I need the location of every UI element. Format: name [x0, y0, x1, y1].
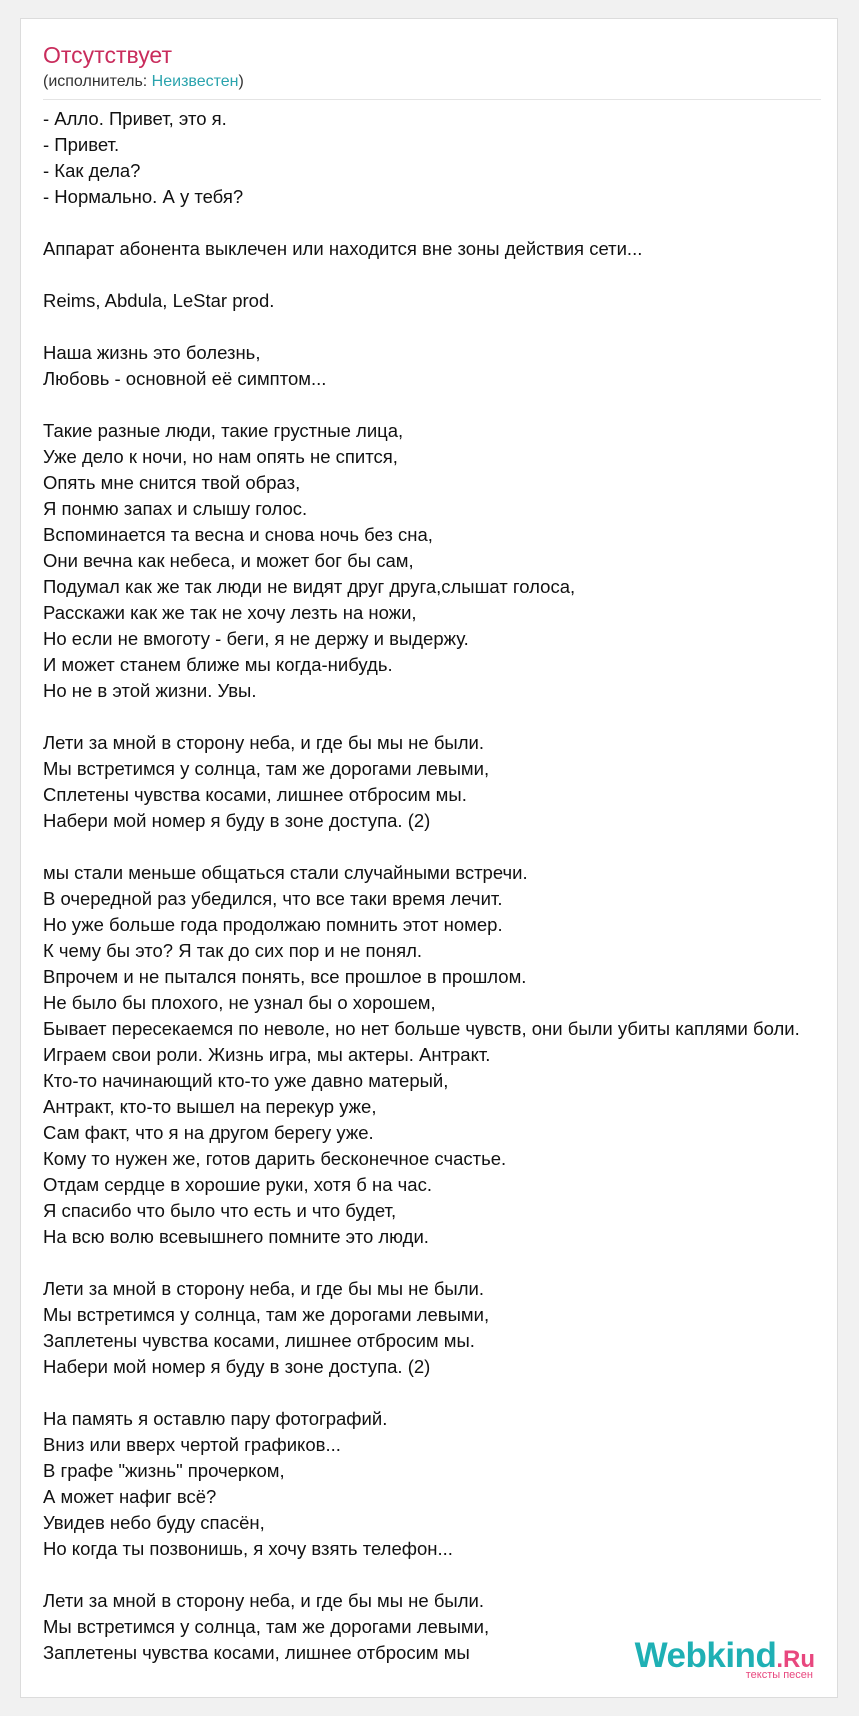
logo-domain: .Ru	[776, 1646, 815, 1673]
lyrics-blank-line	[43, 704, 838, 730]
lyrics-blank-line	[43, 314, 838, 340]
lyrics-line: Такие разные люди, такие грустные лица,	[43, 420, 404, 441]
lyrics-line: Но когда ты позвонишь, я хочу взять телефон...	[43, 1538, 453, 1559]
lyrics-line: Антракт, кто-то вышел на перекур уже,	[43, 1096, 377, 1117]
lyrics-line: А может нафиг всё?	[43, 1486, 217, 1507]
lyrics-line: Сплетены чувства косами, лишнее отбросим мы.	[43, 784, 467, 805]
lyrics-line: Кому то нужен же, готов дарить бесконечное счастье.	[43, 1148, 507, 1169]
lyrics-line: Но если не вмоготу - беги, я не держу и выдержу.	[43, 628, 469, 649]
lyrics-blank-line	[43, 1250, 838, 1276]
header-divider	[43, 99, 821, 100]
lyrics-blank-line	[43, 834, 838, 860]
lyrics-line: Любовь - основной её симптом...	[43, 368, 327, 389]
lyrics-line: В графе "жизнь" прочерком,	[43, 1460, 285, 1481]
lyrics-line: И может станем ближе мы когда-нибудь.	[43, 654, 393, 675]
lyrics-line: Лети за мной в сторону неба, и где бы мы не были.	[43, 1590, 484, 1611]
lyrics-text	[43, 106, 838, 1666]
lyrics-line: мы стали меньше общаться стали случайными встречи.	[43, 862, 528, 883]
lyrics-line: Но уже больше года продолжаю помнить этот номер.	[43, 914, 503, 935]
lyrics-line: В очередной раз убедился, что все таки время лечит.	[43, 888, 503, 909]
lyrics-line: Увидев небо буду спасён,	[43, 1512, 265, 1533]
lyrics-line: Мы встретимся у солнца, там же дорогами левыми,	[43, 1304, 490, 1325]
artist-link[interactable]: Неизвестен	[151, 73, 239, 90]
lyrics-line: Не было бы плохого, не узнал бы о хорошем,	[43, 992, 436, 1013]
lyrics-card	[20, 18, 838, 1698]
lyrics-blank-line	[43, 392, 838, 418]
artist-prefix: (исполнитель:	[43, 73, 152, 90]
lyrics-line: Лети за мной в сторону неба, и где бы мы не были.	[43, 1278, 484, 1299]
site-logo[interactable]	[635, 1638, 815, 1681]
lyrics-blank-line	[43, 262, 838, 288]
lyrics-line: Впрочем и не пытался понять, все прошлое в прошлом.	[43, 966, 527, 987]
lyrics-line: Заплетены чувства косами, лишнее отбросим мы	[43, 1642, 470, 1663]
lyrics-line: На память я оставлю пару фотографий.	[43, 1408, 388, 1429]
lyrics-line: - Алло. Привет, это я.	[43, 108, 227, 129]
lyrics-line: Мы встретимся у солнца, там же дорогами левыми,	[43, 1616, 490, 1637]
lyrics-line: Вспоминается та весна и снова ночь без сна,	[43, 524, 433, 545]
logo-tagline: тексты песен	[745, 1669, 813, 1681]
lyrics-line: Они вечна как небеса, и может бог бы сам,	[43, 550, 414, 571]
lyrics-blank-line	[43, 1562, 838, 1588]
lyrics-line: Набери мой номер я буду в зоне доступа. (2)	[43, 810, 431, 831]
lyrics-line: Уже дело к ночи, но нам опять не спится,	[43, 446, 398, 467]
logo-wordmark: Webkind	[634, 1636, 777, 1675]
lyrics-line: Опять мне снится твой образ,	[43, 472, 301, 493]
lyrics-line: Я спасибо что было что есть и что будет,	[43, 1200, 397, 1221]
lyrics-line: Наша жизнь это болезнь,	[43, 342, 261, 363]
lyrics-line: - Как дела?	[43, 160, 141, 181]
lyrics-line: Сам факт, что я на другом берегу уже.	[43, 1122, 374, 1143]
lyrics-line: На всю волю всевышнего помните это люди.	[43, 1226, 429, 1247]
lyrics-line: К чему бы это? Я так до сих пор и не понял.	[43, 940, 423, 961]
song-title: Отсутствует	[43, 42, 172, 68]
lyrics-line: Отдам сердце в хорошие руки, хотя б на час.	[43, 1174, 432, 1195]
artist-line	[43, 73, 244, 91]
lyrics-blank-line	[43, 210, 838, 236]
lyrics-line: - Привет.	[43, 134, 120, 155]
lyrics-line: Мы встретимся у солнца, там же дорогами левыми,	[43, 758, 490, 779]
lyrics-line: Заплетены чувства косами, лишнее отбросим мы.	[43, 1330, 475, 1351]
lyrics-line: Лети за мной в сторону неба, и где бы мы не были.	[43, 732, 484, 753]
lyrics-line: Но не в этой жизни. Увы.	[43, 680, 257, 701]
lyrics-line: Бывает пересекаемся по неволе, но нет больше чувств, они были убиты каплями боли.	[43, 1018, 800, 1039]
lyrics-blank-line	[43, 1380, 838, 1406]
lyrics-line: Reims, Abdula, LeStar prod.	[43, 290, 275, 311]
artist-suffix: )	[238, 73, 244, 90]
lyrics-line: - Нормально. А у тебя?	[43, 186, 244, 207]
lyrics-line: Расскажи как же так не хочу лезть на ножи,	[43, 602, 417, 623]
lyrics-line: Я понмю запах и слышу голос.	[43, 498, 308, 519]
lyrics-line: Кто-то начинающий кто-то уже давно матерый,	[43, 1070, 449, 1091]
lyrics-line: Аппарат абонента выклечен или находится вне зоны действия сети...	[43, 238, 643, 259]
lyrics-line: Подумал как же так люди не видят друг друга,слышат голоса,	[43, 576, 576, 597]
lyrics-line: Играем свои роли. Жизнь игра, мы актеры. Антракт.	[43, 1044, 491, 1065]
lyrics-line: Набери мой номер я буду в зоне доступа. (2)	[43, 1356, 431, 1377]
lyrics-line: Вниз или вверх чертой графиков...	[43, 1434, 341, 1455]
